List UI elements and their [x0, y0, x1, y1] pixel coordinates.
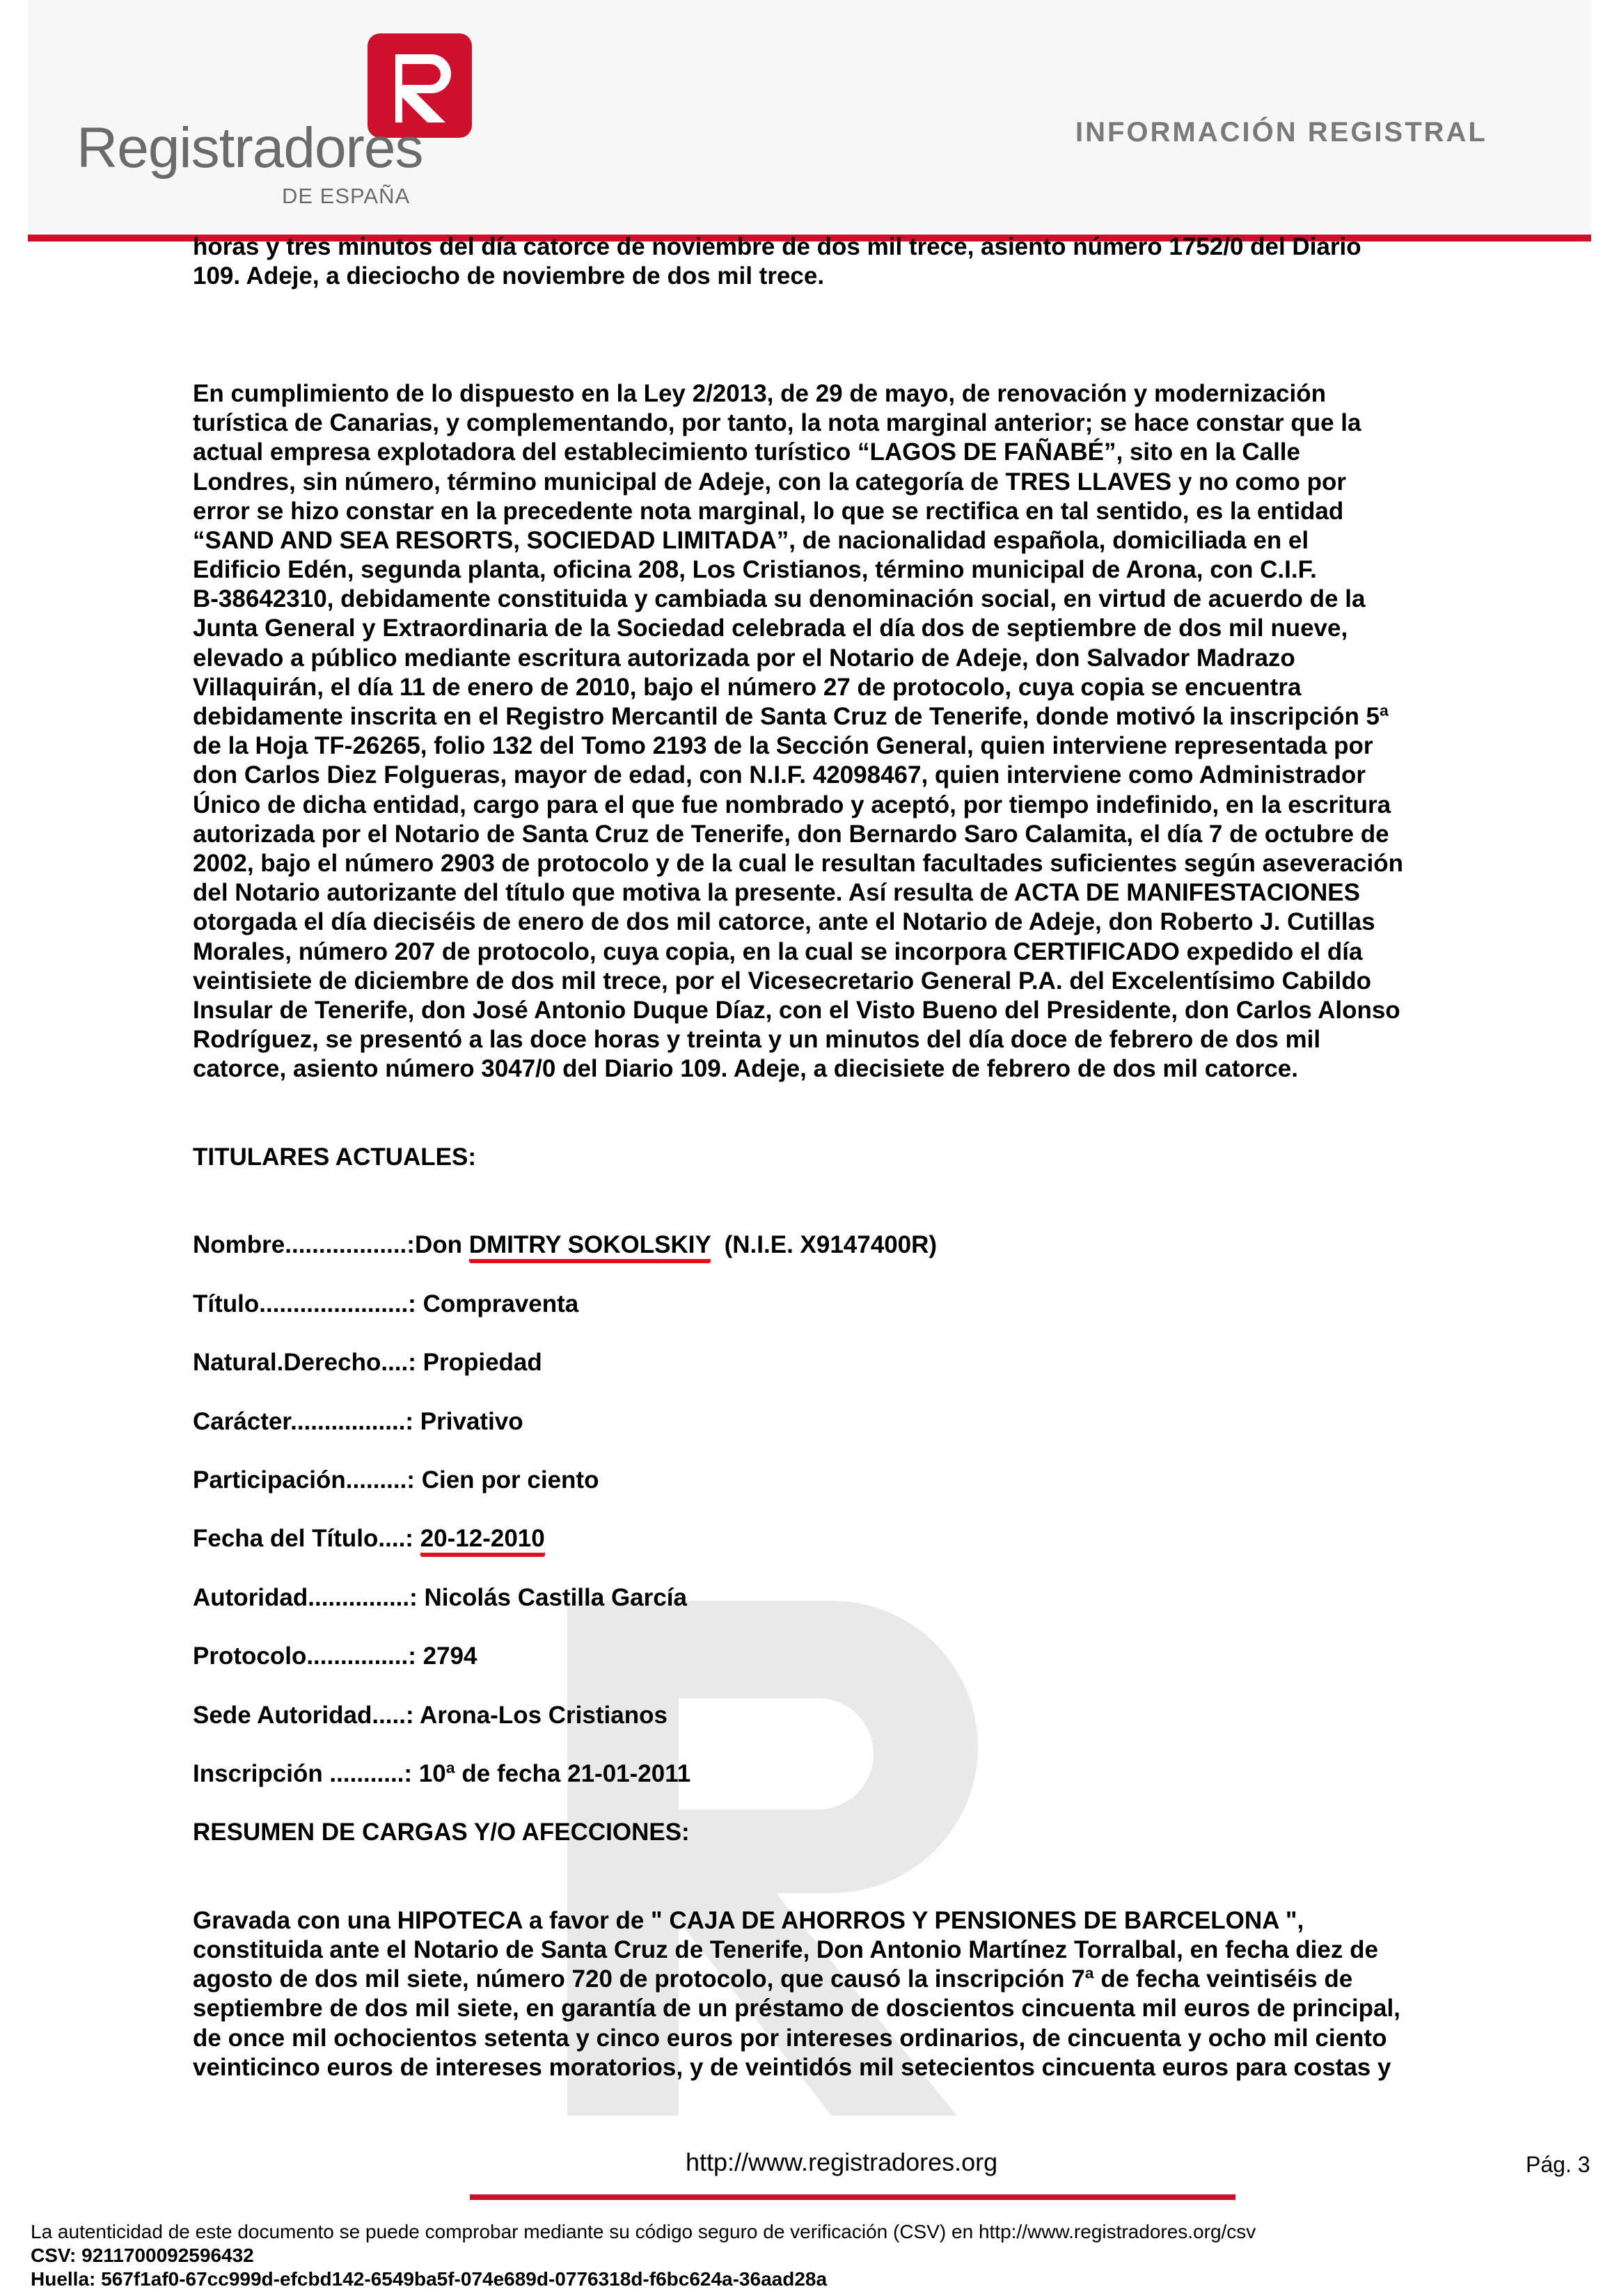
- field-caracter: [193, 1407, 1501, 1466]
- document-type-title: INFORMACIÓN REGISTRAL: [1075, 117, 1487, 148]
- owner-nie: (N.I.E. X9147400R): [711, 1231, 938, 1259]
- note-line: Único de dicha entidad, cargo para el que fue nombrado y aceptó, por tiempo indefinido, en la escritura: [193, 791, 1391, 818]
- note-line: 2002, bajo el número 2903 de protocolo y de la cual le resultan facultades suficientes según aseveración: [193, 849, 1403, 877]
- note-line: Edificio Edén, segunda planta, oficina 208, Los Cristianos, término municipal de Arona, con C.I.F.: [193, 556, 1317, 584]
- note-line: catorce, asiento número 3047/0 del Diario 109. Adeje, a diecisiete de febrero de dos mil catorce.: [193, 1055, 1298, 1083]
- titulares-heading: TITULARES ACTUALES:: [193, 1143, 477, 1171]
- note-line: debidamente inscrita en el Registro Mercantil de Santa Cruz de Tenerife, donde motivó la inscripción 5ª: [193, 703, 1389, 730]
- page-number: Pág. 3: [1526, 2152, 1590, 2177]
- field-titulo: [193, 1290, 1501, 1348]
- field-label: Sede Autoridad.....:: [193, 1701, 420, 1729]
- cargas-line: septiembre de dos mil siete, en garantía de un préstamo de doscientos cincuenta mil euros de principal,: [193, 1995, 1400, 2022]
- footer-divider: [470, 2194, 1235, 2200]
- huella-hash: Huella: 567f1af0-67cc999d-efcbd142-6549ba5f-074e689d-0776318d-f6bc624a-36aad28a: [31, 2268, 828, 2290]
- field-sede-autoridad: [193, 1701, 1501, 1759]
- field-value: 2794: [422, 1642, 477, 1670]
- title-date: 20-12-2010: [420, 1525, 545, 1557]
- cargas-text: [193, 1906, 1501, 2082]
- field-autoridad: [193, 1583, 1501, 1642]
- field-label: Participación.........:: [193, 1466, 422, 1494]
- marginal-note: [193, 379, 1501, 1084]
- note-line: Rodríguez, se presentó a las doce horas y treinta y un minutos del día doce de febrero de dos mil: [193, 1026, 1321, 1054]
- csv-code: CSV: 9211700092596432: [31, 2244, 254, 2266]
- field-nombre: [193, 1230, 1501, 1289]
- note-line: error se hizo constar en la precedente nota marginal, lo que se rectifica en tal sentido, es la entidad: [193, 497, 1344, 525]
- note-line: Junta General y Extraordinaria de la Sociedad celebrada el día dos de septiembre de dos mil nueve,: [193, 615, 1348, 642]
- logo-subtext: DE ESPAÑA: [282, 184, 411, 208]
- field-label: Nombre..................:: [193, 1231, 415, 1259]
- note-line: del Notario autorizante del título que motiva la presente. Así resulta de ACTA DE MANIFESTACIONES: [193, 879, 1360, 907]
- note-line: otorgada el día dieciséis de enero de dos mil catorce, ante el Notario de Adeje, don Roberto J. Cutillas: [193, 908, 1375, 936]
- owner-name: DMITRY SOKOLSKIY: [469, 1231, 711, 1263]
- logo-wordmark: Registradores: [77, 116, 423, 180]
- field-inscripcion: [193, 1759, 1501, 1818]
- note-line: de la Hoja TF-26265, folio 132 del Tomo 2193 de la Sección General, quien interviene representada por: [193, 732, 1373, 760]
- cargas-line: de once mil ochocientos setenta y cinco euros por intereses ordinarios, de cincuenta y ocho mil ciento: [193, 2024, 1387, 2052]
- note-line: Insular de Tenerife, don José Antonio Duque Díaz, con el Visto Bueno del Presidente, don Carlos Alonso: [193, 996, 1400, 1024]
- note-line: elevado a público mediante escritura autorizada por el Notario de Adeje, don Salvador Madrazo: [193, 644, 1295, 672]
- note-line: B-38642310, debidamente constituida y cambiada su denominación social, en virtud de acuerdo de la: [193, 585, 1366, 613]
- note-line: autorizada por el Notario de Santa Cruz de Tenerife, don Bernardo Saro Calamita, el día 7 de octubre de: [193, 820, 1389, 848]
- field-value: Propiedad: [422, 1349, 542, 1377]
- field-value: Nicolás Castilla García: [424, 1583, 687, 1611]
- note-line: Villaquirán, el día 11 de enero de 2010, bajo el número 27 de protocolo, cuya copia se encuentra: [193, 673, 1302, 701]
- field-prefix: Don: [414, 1231, 469, 1259]
- note-line: don Carlos Diez Folgueras, mayor de edad, con N.I.F. 42098467, quien interviene como Administrador: [193, 761, 1366, 789]
- cargas-line: constituida ante el Notario de Santa Cruz de Tenerife, Don Antonio Martínez Torralbal, en fecha diez de: [193, 1936, 1378, 1964]
- field-participacion: [193, 1466, 1501, 1524]
- document-body: [193, 232, 1501, 2082]
- note-line: actual empresa explotadora del establecimiento turístico “LAGOS DE FAÑABÉ”, sito en la Calle: [193, 438, 1300, 466]
- field-fecha-titulo: [193, 1524, 1501, 1583]
- titulares-fields: [193, 1230, 1501, 1818]
- note-line: Londres, sin número, término municipal de Adeje, con la categoría de TRES LLAVES y no como por: [193, 468, 1346, 496]
- cargas-line: agosto de dos mil siete, número 720 de protocolo, que causó la inscripción 7ª de fecha veintiséis de: [193, 1965, 1353, 1993]
- intro-line: 109. Adeje, a dieciocho de noviembre de dos mil trece.: [193, 262, 825, 290]
- registradores-logo: [77, 33, 466, 208]
- field-value: 10ª de fecha 21-01-2011: [418, 1759, 691, 1787]
- field-label: Inscripción ...........:: [193, 1759, 419, 1787]
- note-line: En cumplimiento de lo dispuesto en la Ley 2/2013, de 29 de mayo, de renovación y modernización: [193, 379, 1326, 407]
- cargas-heading: RESUMEN DE CARGAS Y/O AFECCIONES:: [193, 1819, 690, 1846]
- note-line: veintisiete de diciembre de dos mil trece, por el Vicesecretario General P.A. del Excelentísimo Cabildo: [193, 967, 1371, 995]
- field-natural-derecho: [193, 1348, 1501, 1407]
- cargas-line: Gravada con una HIPOTECA a favor de " CAJA DE AHORROS Y PENSIONES DE BARCELONA ",: [193, 1906, 1304, 1934]
- field-label: Natural.Derecho....:: [193, 1349, 423, 1377]
- field-value: Cien por ciento: [421, 1466, 599, 1494]
- field-label: Fecha del Título....:: [193, 1525, 420, 1553]
- note-line: Morales, número 207 de protocolo, cuya copia, en la cual se incorpora CERTIFICADO expedido el día: [193, 937, 1363, 965]
- cargas-line: veinticinco euros de intereses moratorios, y de veintidós mil setecientos cincuenta euros para costas y: [193, 2053, 1391, 2081]
- footer-website-link[interactable]: http://www.registradores.org: [686, 2148, 998, 2176]
- authenticity-note: La autenticidad de este documento se puede comprobar mediante su código seguro de verificación (CSV) en http://www.registradores.org/csv: [31, 2221, 1256, 2242]
- verification-notes: [31, 2220, 1256, 2291]
- field-label: Carácter.................:: [193, 1407, 420, 1435]
- field-value: Privativo: [420, 1407, 523, 1435]
- note-line: turística de Canarias, y complementando, por tanto, la nota marginal anterior; se hace constar que la: [193, 409, 1361, 437]
- field-protocolo: [193, 1642, 1501, 1700]
- field-value: Compraventa: [422, 1290, 579, 1317]
- note-line: “SAND AND SEA RESORTS, SOCIEDAD LIMITADA”, de nacionalidad española, domiciliada en el: [193, 526, 1309, 554]
- field-label: Protocolo...............:: [193, 1642, 423, 1670]
- field-label: Título......................:: [193, 1290, 423, 1317]
- field-value: Arona-Los Cristianos: [420, 1701, 668, 1729]
- intro-line: horas y tres minutos del día catorce de noviembre de dos mil trece, asiento número 1752/0 del Diario: [193, 233, 1361, 260]
- field-label: Autoridad...............:: [193, 1583, 425, 1611]
